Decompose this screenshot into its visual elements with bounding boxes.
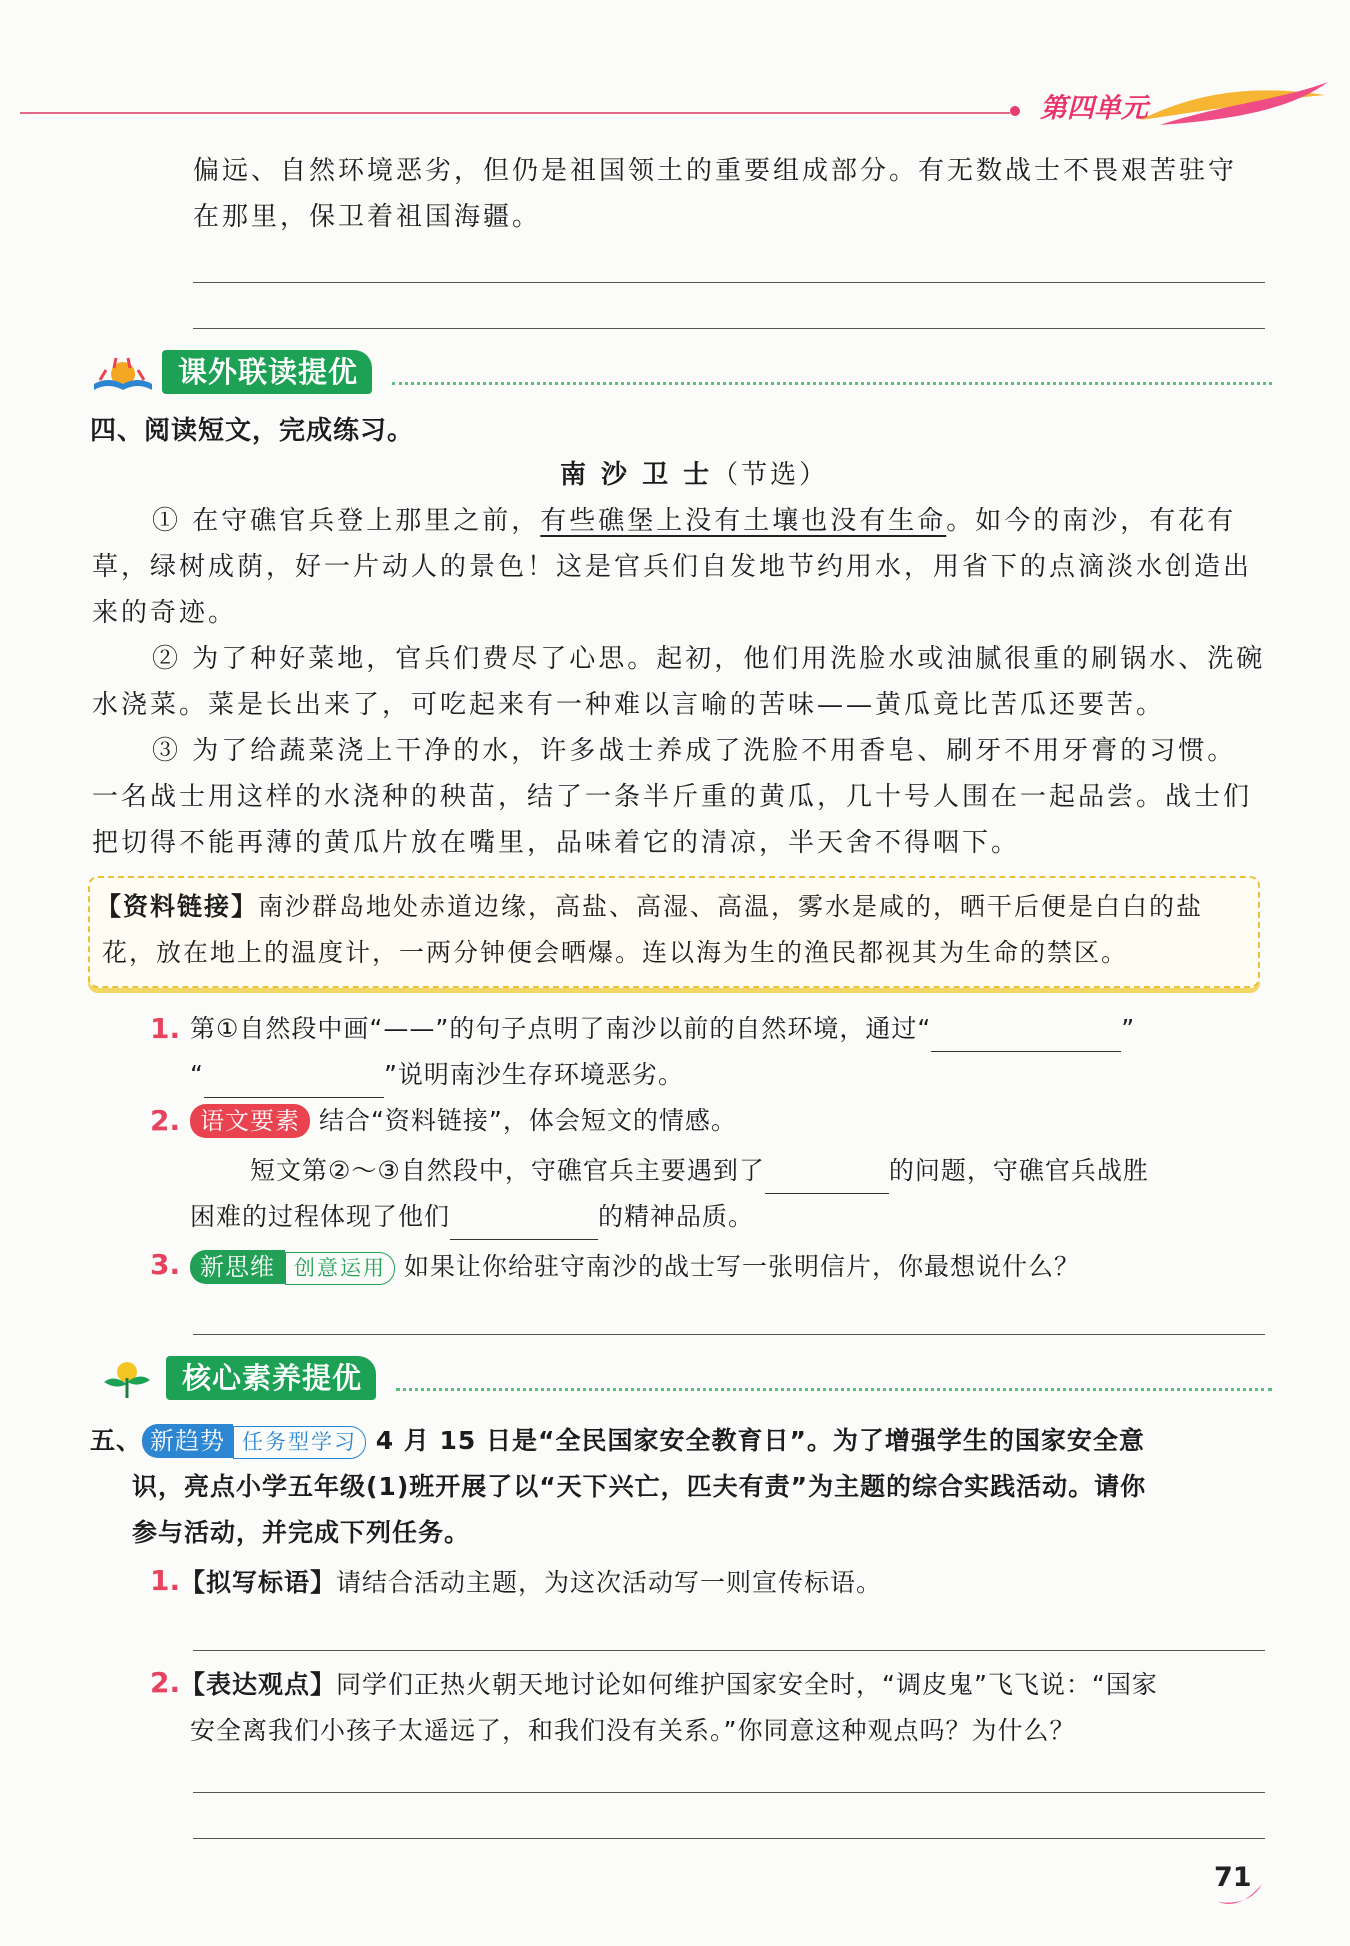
answer-line[interactable] [193,328,1265,329]
p1-number: ① [152,506,182,536]
answer-line[interactable] [193,1334,1265,1335]
q1-blank-1[interactable] [931,1021,1121,1052]
part5-line-3: 参与活动，并完成下列任务。 [132,1518,471,1547]
q2-text-line3-b: 的精神品质。 [598,1202,755,1231]
q2-text-line2-b: 的问题，守礁官兵战胜 [888,1156,1149,1185]
p2-line-2: 水浇菜。菜是长出来了，可吃起来有一种难以言喻的苦味——黄瓜竟比苦瓜还要苦。 [92,690,1166,720]
q1-line-1 [190,1006,1135,1052]
q3-line [190,1244,1080,1290]
q1-number: 1. [150,1012,181,1045]
article-title-text: 南 沙 卫 士 [560,460,713,490]
q1-text-a: 第①自然段中画“——”的句子点明了南沙以前的自然环境，通过“ [190,1014,932,1043]
article-subtitle: （节选） [712,460,829,490]
q3-tag-creative: 创意运用 [285,1252,395,1285]
t1-text: 请结合活动主题，为这次活动写一则宣传标语。 [336,1568,883,1597]
banner-dots [396,1388,1272,1391]
q1-text-d: ”说明南沙生存环境恶劣。 [383,1060,684,1089]
q2-tag-chinese-element: 语文要素 [190,1104,310,1138]
p1-line-1 [152,498,1236,544]
t1-line [180,1560,882,1606]
page-number: 71 [1214,1862,1252,1893]
p3-line-2: 一名战士用这样的水浇种的秧苗，结了一条半斤重的黄瓜，几十号人围在一起品尝。战士们 [92,782,1253,812]
q3-text: 如果让你给驻守南沙的战士写一张明信片，你最想说什么？ [403,1252,1080,1281]
intro-line-1: 偏远、自然环境恶劣，但仍是祖国领土的重要组成部分。有无数战士不畏艰苦驻守 [193,156,1238,186]
unit-label: 第四单元 [1040,93,1148,124]
info-line-1 [96,884,1203,930]
q3-tag-new-thinking: 新思维 [190,1250,285,1284]
part4-heading: 四、阅读短文，完成练习。 [90,416,415,446]
page-number-swoosh-icon [1216,1880,1266,1910]
intro-line-2: 在那里，保卫着祖国海疆。 [193,202,542,232]
q2-text-line2-a: 短文第②～③自然段中，守礁官兵主要遇到了 [250,1156,765,1185]
info-label: 【资料链接】 [96,892,259,921]
answer-line[interactable] [193,1838,1265,1839]
section-banner-core [96,1356,1272,1400]
q2-line-1 [190,1098,737,1144]
info-text-1: 南沙群岛地处赤道边缘，高盐、高湿、高温，雾水是咸的，晒干后便是白白的盐 [258,892,1204,921]
part5-line-2: 识，亮点小学五年级(1)班开展了以“天下兴亡，匹夫有责”为主题的综合实践活动。请你 [132,1472,1147,1501]
q2-blank-1[interactable] [765,1163,889,1194]
seedling-sun-icon [96,1356,158,1400]
part5-line-1 [90,1418,1145,1464]
book-sunrise-icon [92,350,154,394]
t2-line-1 [180,1662,1158,1708]
t2-line-2: 安全离我们小孩子太遥远了，和我们没有关系。”你同意这种观点吗？为什么？ [190,1716,1076,1745]
article-title [560,452,828,498]
p1-text-b: 。如今的南沙，有花有 [946,506,1237,536]
header-dot [1010,106,1020,116]
q2-text-line3-a: 困难的过程体现了他们 [190,1202,451,1231]
t2-text: 同学们正热火朝天地讨论如何维护国家安全时，“调皮鬼”飞飞说：“国家 [336,1670,1158,1699]
part5-tag-task: 任务型学习 [233,1426,366,1459]
q1-line-2 [190,1052,684,1098]
q2-line-2 [250,1148,1149,1194]
q3-number: 3. [150,1248,181,1281]
header-rule [20,112,1010,114]
header-swoosh-icon [1140,80,1330,130]
section-banner-reading [92,350,1272,394]
part5-tag-trend: 新趋势 [142,1424,233,1458]
q1-text-b: ” [1121,1014,1136,1043]
t2-label: 【表达观点】 [180,1670,337,1699]
q2-text: 结合“资料链接”，体会短文的情感。 [318,1106,737,1135]
answer-line[interactable] [193,1650,1265,1651]
p2-line-1: ② 为了种好菜地，官兵们费尽了心思。起初，他们用洗脸水或油腻很重的刷锅水、洗碗 [152,644,1266,674]
t1-number: 1. [150,1564,181,1597]
t2-number: 2. [150,1666,181,1699]
answer-line[interactable] [193,1792,1265,1793]
part5-prefix: 五、 [90,1426,143,1455]
p1-text-a: 在守礁官兵登上那里之前， [181,506,541,536]
p1-line-3: 来的奇迹。 [92,598,238,628]
p1-line-2: 草，绿树成荫，好一片动人的景色！这是官兵们自发地节约用水，用省下的点滴淡水创造出 [92,552,1253,582]
q2-blank-2[interactable] [450,1209,598,1240]
info-line-2: 花，放在地上的温度计，一两分钟便会晒爆。连以海为生的渔民都视其为生命的禁区。 [102,938,1129,967]
section-title: 课外联读提优 [162,350,372,394]
banner-dots [392,382,1272,385]
section-title: 核心素养提优 [166,1356,376,1400]
q1-blank-2[interactable] [204,1067,384,1098]
q2-line-3 [190,1194,754,1240]
p3-line-3: 把切得不能再薄的黄瓜片放在嘴里，品味着它的清凉，半天舍不得咽下。 [92,828,1021,858]
q1-text-c: “ [190,1060,204,1089]
p1-underlined-sentence: 有些礁堡上没有土壤也没有生命 [540,506,947,536]
part5-text-1: 4 月 15 日是“全民国家安全教育日”。为了增强学生的国家安全意 [375,1426,1145,1455]
answer-line[interactable] [193,282,1265,283]
t1-label: 【拟写标语】 [180,1568,337,1597]
p3-line-1: ③ 为了给蔬菜浇上干净的水，许多战士养成了洗脸不用香皂、刷牙不用牙膏的习惯。 [152,736,1237,766]
q2-number: 2. [150,1104,181,1137]
